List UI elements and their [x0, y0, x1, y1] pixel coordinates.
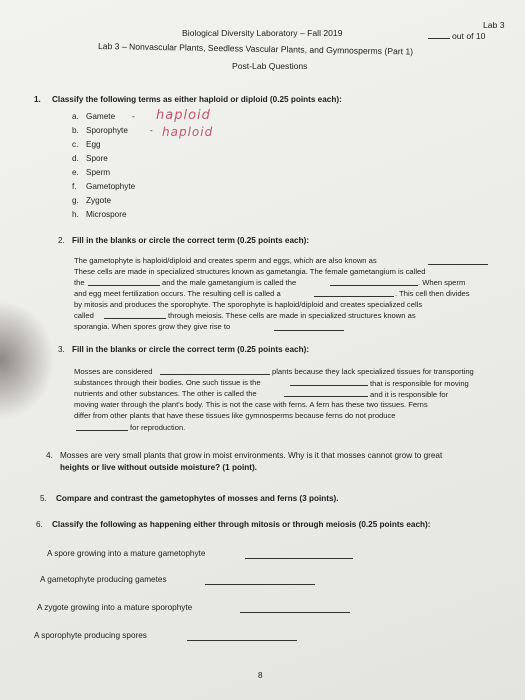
q1-a-letter: a.	[72, 112, 79, 121]
q6-blank-1[interactable]	[245, 558, 353, 559]
q5-prompt: Compare and contrast the gametophytes of mosses and ferns (3 points).	[56, 494, 339, 503]
q4-number: 4.	[46, 451, 53, 460]
q2-blank-antheridium[interactable]	[330, 285, 418, 286]
q4-line-2: heights or live without outside moisture? (1 point).	[60, 463, 257, 472]
q3-line-1b: plants because they lack specialized tissues for transporting	[272, 367, 474, 376]
q2-line-6a: called	[74, 311, 94, 320]
q2-blank-zygote[interactable]	[314, 296, 394, 297]
q1-f-letter: f.	[72, 182, 77, 191]
q1-b-handwritten-answer[interactable]: haploid	[162, 125, 214, 139]
q1-d-term: Spore	[86, 154, 108, 163]
q1-prompt: Classify the following terms as either haploid or diploid (0.25 points each):	[52, 95, 342, 104]
q1-h-letter: h.	[72, 210, 79, 219]
q6-blank-3[interactable]	[240, 612, 350, 613]
q3-blank-phloem[interactable]	[290, 385, 368, 386]
q3-line-6: for reproduction.	[130, 423, 186, 432]
q3-line-4: moving water through the plant's body. This is not the case with ferns. A fern has these two tissues. Ferns	[74, 400, 428, 409]
q2-blank-gametes[interactable]	[428, 264, 488, 265]
q1-d-letter: d.	[72, 154, 79, 163]
dash: -	[132, 112, 135, 121]
q1-a-term: Gamete	[86, 112, 116, 121]
q1-g-letter: g.	[72, 196, 79, 205]
q3-number: 3.	[58, 345, 65, 354]
q3-line-1a: Mosses are considered	[74, 367, 153, 376]
lab-title: Lab 3 – Nonvascular Plants, Seedless Vascular Plants, and Gymnosperms (Part 1)	[97, 41, 414, 57]
q2-line-3a: the	[74, 278, 85, 287]
q3-blank-nonvascular[interactable]	[160, 374, 270, 375]
q2-line-5: by mitosis and produces the sporophyte. The sporophyte is haploid/diploid and creates specialized cells	[74, 300, 423, 309]
q5-number: 5.	[40, 494, 47, 503]
q3-prompt: Fill in the blanks or circle the correct term (0.25 points each):	[72, 345, 310, 354]
q4-line-1: Mosses are very small plants that grow in moist environments. Why is it that mosses cannot grow to great	[60, 451, 443, 460]
q2-line-4a: and egg meet fertilization occurs. The resulting cell is called a	[74, 289, 281, 298]
lab-label: Lab 3	[483, 20, 505, 30]
q6-item-1: A spore growing into a mature gametophyte	[47, 549, 206, 558]
q2-blank-gametophyte[interactable]	[274, 330, 344, 331]
post-lab-subtitle: Post-Lab Questions	[232, 61, 308, 71]
q3-line-3a: nutrients and other substances. The other is called the	[74, 389, 257, 398]
q6-item-2: A gametophyte producing gametes	[40, 575, 167, 584]
q1-g-term: Zygote	[86, 196, 112, 205]
q3-line-2a: substances through their bodies. One such tissue is the	[74, 378, 261, 387]
course-title: Biological Diversity Laboratory – Fall 2019	[182, 28, 343, 38]
q6-blank-2[interactable]	[205, 584, 315, 585]
q2-line-3b: and the male gametangium is called the	[162, 278, 297, 287]
q3-blank-seeds[interactable]	[76, 430, 128, 431]
q1-c-letter: c.	[72, 140, 79, 149]
q3-line-5: differ from other plants that have these tissues like gymnosperms because ferns do not produce	[74, 411, 396, 420]
q2-blank-archegonium[interactable]	[88, 285, 160, 286]
q2-blank-spores[interactable]	[104, 318, 166, 319]
q1-h-term: Microspore	[86, 210, 127, 219]
q1-f-term: Gametophyte	[86, 182, 136, 191]
q1-e-letter: e.	[72, 168, 79, 177]
q2-line-2: These cells are made in specialized structures known as gametangia. The female gametangium is called	[74, 267, 426, 276]
shadow	[0, 300, 55, 420]
q2-line-6b: through meiosis. These cells are made in specialized structures known as	[168, 311, 416, 320]
q6-item-4: A sporophyte producing spores	[34, 631, 147, 640]
q3-blank-xylem[interactable]	[284, 396, 368, 397]
q6-prompt: Classify the following as happening either through mitosis or through meiosis (0.25 points each):	[52, 520, 431, 529]
q2-line-3c: . When sperm	[418, 278, 466, 287]
dash: -	[150, 126, 153, 135]
q2-line-1: The gametophyte is haploid/diploid and creates sperm and eggs, which are also known as	[74, 256, 377, 265]
q1-e-term: Sperm	[86, 168, 111, 177]
q2-line-4b: . This cell then divides	[395, 289, 470, 298]
page-number: 8	[258, 671, 263, 680]
q3-line-3b: and it is responsible for	[370, 390, 449, 399]
out-of-label: out of 10	[452, 31, 486, 41]
q2-number: 2.	[58, 236, 65, 245]
q2-line-7: sporangia. When spores grow they give rise to	[74, 322, 231, 331]
q1-c-term: Egg	[86, 140, 101, 149]
q1-b-letter: b.	[72, 126, 79, 135]
q1-b-term: Sporophyte	[86, 126, 128, 135]
q2-prompt: Fill in the blanks or circle the correct term (0.25 points each):	[72, 236, 310, 245]
q1-number: 1.	[34, 95, 41, 104]
q1-a-handwritten-answer[interactable]: haploid	[156, 108, 211, 123]
q6-number: 6.	[36, 520, 43, 529]
score-blank[interactable]	[428, 38, 450, 39]
q6-item-3: A zygote growing into a mature sporophyte	[37, 603, 193, 612]
q3-line-2b: that is responsible for moving	[370, 379, 469, 388]
q6-blank-4[interactable]	[187, 640, 297, 641]
